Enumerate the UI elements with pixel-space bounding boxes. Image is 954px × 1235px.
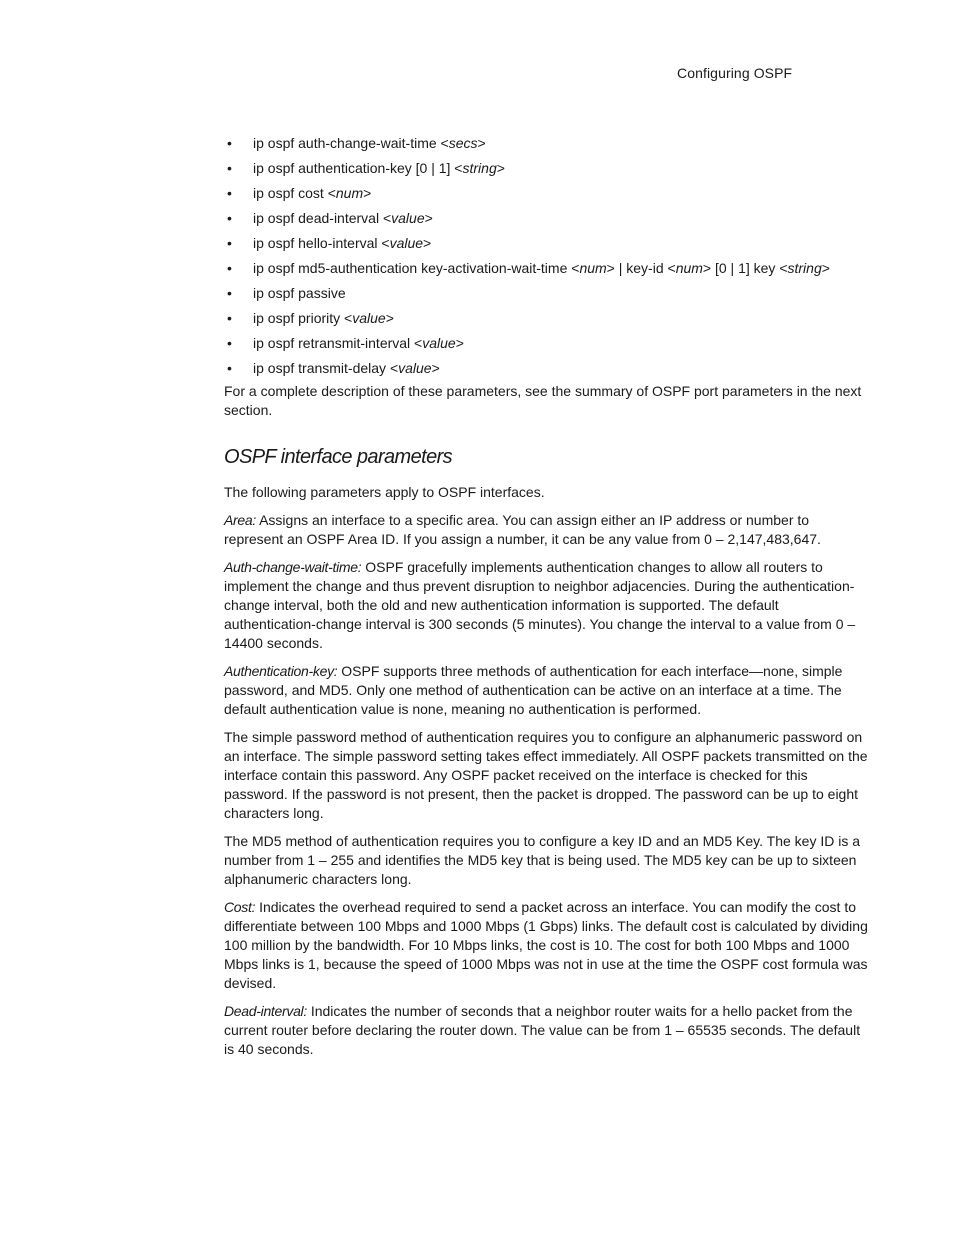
param-term: Cost: (224, 899, 256, 915)
param-authentication-key: Authentication-key: OSPF supports three methods of authentication for each interface—none, simple password, and MD5. Only one method of authentication can be active on an interface at a time. The default authentication value is none, meaning no authentication is performed. (224, 663, 843, 717)
list-item: • ip ospf priority <value> (227, 310, 394, 326)
param-auth-change-wait-time: Auth-change-wait-time: OSPF gracefully implements authentication changes to allow all routers to implement the change and thus prevent disruption to neighbor adjacencies. During the authentication-change interval, both the old and new authentication information is supported. The default authentication-change interval is 300 seconds (5 minutes). You change the interval to a value from 0 – 14400 seconds. (224, 559, 856, 651)
bullet-icon: • (227, 210, 232, 226)
list-item: • ip ospf hello-interval <value> (227, 235, 432, 251)
list-item: • ip ospf dead-interval <value> (227, 210, 433, 226)
command-list (224, 134, 868, 378)
bullet-icon: • (227, 310, 232, 326)
list-item: • ip ospf cost <num> (227, 185, 372, 201)
section-title: OSPF interface parameters (224, 446, 453, 468)
list-item: • ip ospf passive (227, 285, 346, 301)
list-item: • ip ospf authentication-key [0 | 1] <string> (227, 160, 505, 176)
page-body (224, 134, 868, 1068)
bullet-icon: • (227, 135, 232, 151)
intro-paragraph: For a complete description of these parameters, see the summary of OSPF port parameters in the next section. (224, 383, 862, 418)
list-item: • ip ospf transmit-delay <value> (227, 360, 440, 376)
bullet-icon: • (227, 260, 232, 276)
param-cost: Cost: Indicates the overhead required to send a packet across an interface. You can modify the cost to differentiate between 100 Mbps and 1000 Mbps (1 Gbps) links. The default cost is calculated by dividing 100 million by the bandwidth. For 10 Mbps links, the cost is 10. The cost for both 100 Mbps and 1000 Mbps links is 1, because the speed of 1000 Mbps was not in use at the time the OSPF cost formula was devised. (224, 899, 868, 991)
param-term: Area: (224, 512, 256, 528)
param-term: Dead-interval: (224, 1003, 307, 1019)
md5-paragraph: The MD5 method of authentication requires you to configure a key ID and an MD5 Key. The key ID is a number from 1 – 255 and identifies the MD5 key that is being used. The MD5 key can be up to sixteen alphanumeric characters long. (224, 833, 861, 887)
list-item: • ip ospf retransmit-interval <value> (227, 335, 464, 351)
running-header: Configuring OSPF (677, 65, 793, 81)
param-term: Authentication-key: (224, 663, 338, 679)
bullet-icon: • (227, 235, 232, 251)
bullet-icon: • (227, 335, 232, 351)
bullet-icon: • (227, 360, 232, 376)
param-area: Area: Assigns an interface to a specific area. You can assign either an IP address or number to represent an OSPF Area ID. If you assign a number, it can be any value from 0 – 2,147,483,647. (224, 512, 821, 547)
param-term: Auth-change-wait-time: (224, 559, 362, 575)
param-dead-interval: Dead-interval: Indicates the number of seconds that a neighbor router waits for a hello packet from the current router before declaring the router down. The value can be from 1 – 65535 seconds. The default is 40 seconds. (224, 1003, 861, 1057)
bullet-icon: • (227, 160, 232, 176)
bullet-icon: • (227, 185, 232, 201)
bullet-icon: • (227, 285, 232, 301)
list-item: • ip ospf md5-authentication key-activation-wait-time <num> | key-id <num> [0 | 1] key <string> (227, 260, 830, 276)
list-item: • ip ospf auth-change-wait-time <secs> (227, 135, 486, 151)
section-lead: The following parameters apply to OSPF interfaces. (224, 484, 545, 500)
simple-password-paragraph: The simple password method of authentication requires you to configure an alphanumeric password on an interface. The simple password setting takes effect immediately. All OSPF packets transmitted on the interface contain this password. Any OSPF packet received on the interface is checked for this password. If the password is not present, then the packet is dropped. The password can be up to eight characters long. (224, 729, 868, 821)
